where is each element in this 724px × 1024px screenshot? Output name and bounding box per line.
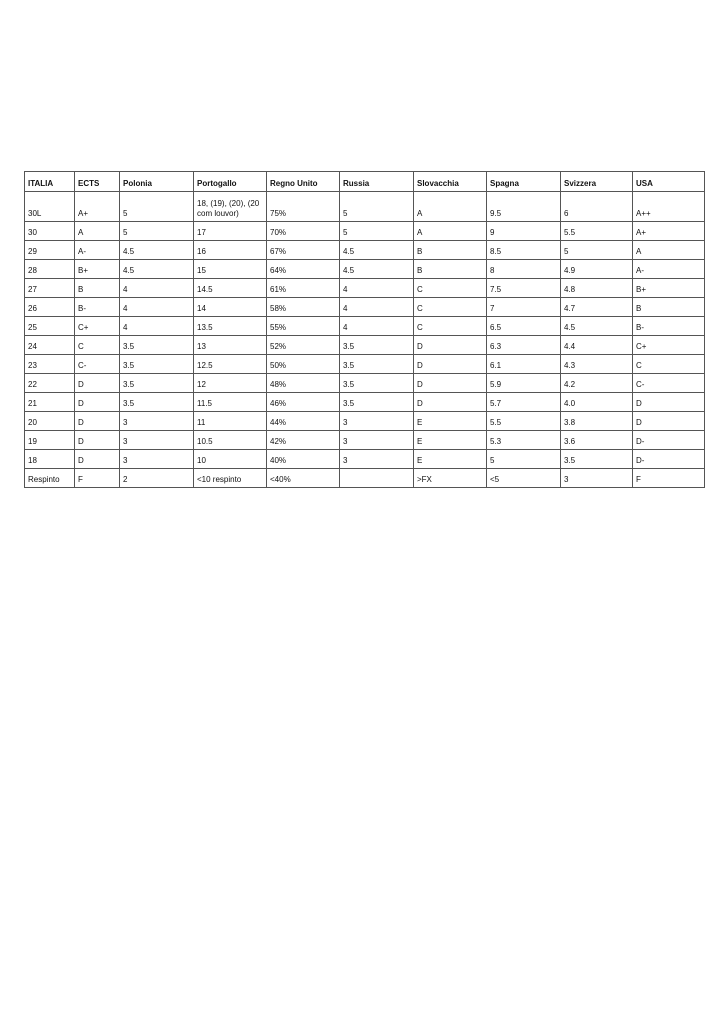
cell-portogallo: 13.5 bbox=[194, 317, 267, 336]
cell-regno-unito: 48% bbox=[267, 374, 340, 393]
cell-ects: C+ bbox=[75, 317, 120, 336]
cell-usa: D- bbox=[633, 431, 705, 450]
cell-svizzera: 5 bbox=[561, 241, 633, 260]
cell-svizzera: 4.7 bbox=[561, 298, 633, 317]
cell-portogallo: 16 bbox=[194, 241, 267, 260]
cell-usa: A- bbox=[633, 260, 705, 279]
cell-portogallo: 11 bbox=[194, 412, 267, 431]
cell-spagna: 7 bbox=[487, 298, 561, 317]
cell-portogallo: <10 respinto bbox=[194, 469, 267, 488]
cell-regno-unito: <40% bbox=[267, 469, 340, 488]
cell-italia: 24 bbox=[25, 336, 75, 355]
cell-usa: B+ bbox=[633, 279, 705, 298]
cell-ects: B+ bbox=[75, 260, 120, 279]
table-row bbox=[25, 469, 705, 488]
cell-regno-unito: 52% bbox=[267, 336, 340, 355]
cell-portogallo: 15 bbox=[194, 260, 267, 279]
grade-conversion-table bbox=[24, 171, 705, 488]
cell-italia: 27 bbox=[25, 279, 75, 298]
cell-slovacchia: C bbox=[414, 298, 487, 317]
cell-slovacchia: >FX bbox=[414, 469, 487, 488]
cell-russia: 3.5 bbox=[340, 355, 414, 374]
cell-spagna: 8 bbox=[487, 260, 561, 279]
cell-portogallo: 10 bbox=[194, 450, 267, 469]
cell-portogallo: 13 bbox=[194, 336, 267, 355]
header-portogallo: Portogallo bbox=[194, 172, 267, 192]
table-row bbox=[25, 450, 705, 469]
cell-polonia: 4 bbox=[120, 317, 194, 336]
header-regno-unito: Regno Unito bbox=[267, 172, 340, 192]
cell-svizzera: 5.5 bbox=[561, 222, 633, 241]
cell-spagna: 6.1 bbox=[487, 355, 561, 374]
cell-russia: 4 bbox=[340, 279, 414, 298]
cell-usa: A++ bbox=[633, 192, 705, 222]
table-row bbox=[25, 336, 705, 355]
cell-ects: B bbox=[75, 279, 120, 298]
cell-usa: A+ bbox=[633, 222, 705, 241]
cell-ects: D bbox=[75, 374, 120, 393]
table-row bbox=[25, 260, 705, 279]
header-svizzera: Svizzera bbox=[561, 172, 633, 192]
cell-svizzera: 6 bbox=[561, 192, 633, 222]
cell-portogallo: 10.5 bbox=[194, 431, 267, 450]
table-row bbox=[25, 412, 705, 431]
cell-ects: A- bbox=[75, 241, 120, 260]
table-row bbox=[25, 393, 705, 412]
cell-italia: 18 bbox=[25, 450, 75, 469]
cell-svizzera: 3 bbox=[561, 469, 633, 488]
cell-svizzera: 4.4 bbox=[561, 336, 633, 355]
cell-italia: 21 bbox=[25, 393, 75, 412]
table-row bbox=[25, 374, 705, 393]
table-row bbox=[25, 279, 705, 298]
cell-italia: 28 bbox=[25, 260, 75, 279]
cell-italia: Respinto bbox=[25, 469, 75, 488]
cell-ects: C- bbox=[75, 355, 120, 374]
cell-spagna: 5.7 bbox=[487, 393, 561, 412]
cell-spagna: 5.5 bbox=[487, 412, 561, 431]
table-row bbox=[25, 192, 705, 222]
cell-russia: 3 bbox=[340, 412, 414, 431]
header-usa: USA bbox=[633, 172, 705, 192]
cell-spagna: 6.5 bbox=[487, 317, 561, 336]
header-ects: ECTS bbox=[75, 172, 120, 192]
cell-regno-unito: 75% bbox=[267, 192, 340, 222]
cell-polonia: 3.5 bbox=[120, 355, 194, 374]
cell-polonia: 3.5 bbox=[120, 393, 194, 412]
cell-spagna: 9.5 bbox=[487, 192, 561, 222]
cell-slovacchia: E bbox=[414, 412, 487, 431]
cell-spagna: 7.5 bbox=[487, 279, 561, 298]
cell-ects: D bbox=[75, 450, 120, 469]
cell-polonia: 3 bbox=[120, 431, 194, 450]
cell-italia: 20 bbox=[25, 412, 75, 431]
cell-russia: 4 bbox=[340, 317, 414, 336]
cell-spagna: 5.9 bbox=[487, 374, 561, 393]
header-spagna: Spagna bbox=[487, 172, 561, 192]
cell-ects: D bbox=[75, 412, 120, 431]
cell-regno-unito: 44% bbox=[267, 412, 340, 431]
table-row bbox=[25, 317, 705, 336]
cell-polonia: 3 bbox=[120, 412, 194, 431]
cell-portogallo: 18, (19), (20), (20 com louvor) bbox=[194, 192, 267, 222]
cell-russia: 3.5 bbox=[340, 374, 414, 393]
cell-italia: 30L bbox=[25, 192, 75, 222]
cell-regno-unito: 58% bbox=[267, 298, 340, 317]
cell-russia: 3.5 bbox=[340, 336, 414, 355]
cell-svizzera: 4.0 bbox=[561, 393, 633, 412]
cell-slovacchia: D bbox=[414, 336, 487, 355]
table-row bbox=[25, 298, 705, 317]
cell-slovacchia: E bbox=[414, 450, 487, 469]
cell-slovacchia: B bbox=[414, 241, 487, 260]
cell-slovacchia: B bbox=[414, 260, 487, 279]
header-russia: Russia bbox=[340, 172, 414, 192]
cell-polonia: 4 bbox=[120, 298, 194, 317]
cell-slovacchia: D bbox=[414, 355, 487, 374]
cell-polonia: 3 bbox=[120, 450, 194, 469]
cell-spagna: 6.3 bbox=[487, 336, 561, 355]
cell-russia: 4.5 bbox=[340, 260, 414, 279]
cell-slovacchia: C bbox=[414, 279, 487, 298]
header-italia: ITALIA bbox=[25, 172, 75, 192]
cell-portogallo: 14.5 bbox=[194, 279, 267, 298]
cell-russia: 4.5 bbox=[340, 241, 414, 260]
table-header-row bbox=[25, 172, 705, 192]
cell-portogallo: 12.5 bbox=[194, 355, 267, 374]
cell-russia: 5 bbox=[340, 192, 414, 222]
cell-regno-unito: 55% bbox=[267, 317, 340, 336]
cell-polonia: 3.5 bbox=[120, 374, 194, 393]
table-row bbox=[25, 241, 705, 260]
cell-usa: A bbox=[633, 241, 705, 260]
cell-russia: 3 bbox=[340, 450, 414, 469]
cell-portogallo: 11.5 bbox=[194, 393, 267, 412]
cell-svizzera: 3.6 bbox=[561, 431, 633, 450]
cell-polonia: 5 bbox=[120, 192, 194, 222]
cell-usa: B bbox=[633, 298, 705, 317]
cell-polonia: 5 bbox=[120, 222, 194, 241]
cell-spagna: 9 bbox=[487, 222, 561, 241]
cell-regno-unito: 50% bbox=[267, 355, 340, 374]
cell-slovacchia: A bbox=[414, 222, 487, 241]
cell-slovacchia: A bbox=[414, 192, 487, 222]
cell-russia: 4 bbox=[340, 298, 414, 317]
cell-ects: F bbox=[75, 469, 120, 488]
cell-regno-unito: 61% bbox=[267, 279, 340, 298]
cell-usa: C- bbox=[633, 374, 705, 393]
cell-polonia: 2 bbox=[120, 469, 194, 488]
cell-spagna: 8.5 bbox=[487, 241, 561, 260]
cell-usa: B- bbox=[633, 317, 705, 336]
cell-svizzera: 4.9 bbox=[561, 260, 633, 279]
cell-regno-unito: 40% bbox=[267, 450, 340, 469]
cell-svizzera: 4.5 bbox=[561, 317, 633, 336]
cell-usa: D- bbox=[633, 450, 705, 469]
cell-regno-unito: 42% bbox=[267, 431, 340, 450]
cell-svizzera: 3.8 bbox=[561, 412, 633, 431]
cell-slovacchia: D bbox=[414, 393, 487, 412]
cell-italia: 26 bbox=[25, 298, 75, 317]
cell-usa: C+ bbox=[633, 336, 705, 355]
cell-spagna: <5 bbox=[487, 469, 561, 488]
cell-italia: 29 bbox=[25, 241, 75, 260]
cell-regno-unito: 46% bbox=[267, 393, 340, 412]
cell-ects: C bbox=[75, 336, 120, 355]
table-row bbox=[25, 222, 705, 241]
cell-italia: 19 bbox=[25, 431, 75, 450]
header-polonia: Polonia bbox=[120, 172, 194, 192]
cell-regno-unito: 64% bbox=[267, 260, 340, 279]
cell-usa: D bbox=[633, 393, 705, 412]
table-row bbox=[25, 431, 705, 450]
cell-italia: 23 bbox=[25, 355, 75, 374]
cell-polonia: 4.5 bbox=[120, 241, 194, 260]
cell-italia: 30 bbox=[25, 222, 75, 241]
cell-ects: A+ bbox=[75, 192, 120, 222]
cell-ects: B- bbox=[75, 298, 120, 317]
cell-regno-unito: 70% bbox=[267, 222, 340, 241]
cell-russia: 5 bbox=[340, 222, 414, 241]
cell-ects: D bbox=[75, 431, 120, 450]
table-body bbox=[25, 192, 705, 488]
cell-svizzera: 4.3 bbox=[561, 355, 633, 374]
cell-polonia: 4 bbox=[120, 279, 194, 298]
cell-polonia: 4.5 bbox=[120, 260, 194, 279]
cell-ects: D bbox=[75, 393, 120, 412]
cell-polonia: 3.5 bbox=[120, 336, 194, 355]
cell-italia: 25 bbox=[25, 317, 75, 336]
cell-slovacchia: D bbox=[414, 374, 487, 393]
cell-svizzera: 4.8 bbox=[561, 279, 633, 298]
cell-slovacchia: C bbox=[414, 317, 487, 336]
cell-russia: 3.5 bbox=[340, 393, 414, 412]
cell-russia bbox=[340, 469, 414, 488]
cell-portogallo: 14 bbox=[194, 298, 267, 317]
cell-spagna: 5.3 bbox=[487, 431, 561, 450]
cell-portogallo: 12 bbox=[194, 374, 267, 393]
cell-svizzera: 4.2 bbox=[561, 374, 633, 393]
cell-usa: D bbox=[633, 412, 705, 431]
cell-ects: A bbox=[75, 222, 120, 241]
cell-portogallo: 17 bbox=[194, 222, 267, 241]
table-row bbox=[25, 355, 705, 374]
cell-regno-unito: 67% bbox=[267, 241, 340, 260]
cell-spagna: 5 bbox=[487, 450, 561, 469]
cell-slovacchia: E bbox=[414, 431, 487, 450]
cell-usa: F bbox=[633, 469, 705, 488]
cell-italia: 22 bbox=[25, 374, 75, 393]
cell-svizzera: 3.5 bbox=[561, 450, 633, 469]
header-slovacchia: Slovacchia bbox=[414, 172, 487, 192]
cell-russia: 3 bbox=[340, 431, 414, 450]
cell-usa: C bbox=[633, 355, 705, 374]
